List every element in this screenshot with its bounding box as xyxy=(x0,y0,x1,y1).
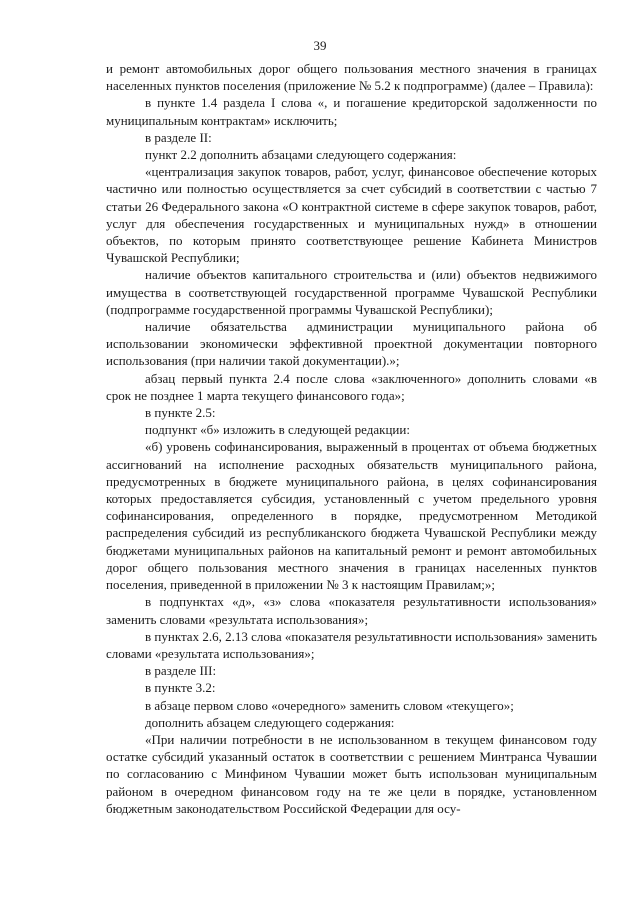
paragraph: абзац первый пункта 2.4 после слова «заключенного» дополнить словами «в срок не позднее 1 марта текущего финансового года»; xyxy=(106,370,597,403)
paragraph: в разделе II: xyxy=(145,129,212,145)
paragraph: пункт 2.2 дополнить абзацами следующего содержания: xyxy=(145,147,457,163)
paragraph: наличие объектов капитального строительства и (или) объектов недвижимого имущества в соответствующей государственной программе Чувашской Республики (подпрограмме государственной программы Чувашской Республики); xyxy=(106,267,597,317)
paragraph: наличие обязательства администрации муниципального района об использовании экономически эффективной проектной документации повторного использования (при наличии такой документации).»; xyxy=(106,319,597,369)
paragraph: в пункте 1.4 раздела I слова «, и погашение кредиторской задолженности по муниципальным контрактам» исключить; xyxy=(106,95,597,128)
paragraph: подпункт «б» изложить в следующей редакции: xyxy=(145,422,410,438)
paragraph: «При наличии потребности в не использованном в текущем финансовом году остатке субсидий указанный остаток в соответствии с решением Минтранса Чувашии по согласованию с Минфином Чувашии может быть использован муниципальным районом в очередном финансовом году на те же цели в порядке, установленном бюджетным законодательством Российской Федерации для осу- xyxy=(106,731,597,816)
document-body xyxy=(106,60,597,817)
paragraph: в пунктах 2.6, 2.13 слова «показателя результативности использования» заменить словами «результата использования»; xyxy=(106,628,597,661)
paragraph: в подпунктах «д», «з» слова «показателя результативности использования» заменить словами «результата использования»; xyxy=(106,594,597,627)
paragraph-continuation: и ремонт автомобильных дорог общего пользования местного значения в границах населенных пунктов поселения (приложение № 5.2 к подпрограмме) (далее – Правила): xyxy=(106,61,597,94)
paragraph: в пункте 2.5: xyxy=(145,405,216,421)
paragraph: «б) уровень софинансирования, выраженный в процентах от объема бюджетных ассигнований на исполнение расходных обязательств муниципального района, предусмотренных в бюджете муниципального района, в целях софинансирования которых предоставляется субсидия, установленный с учетом предельного уровня софинансирования, определенного в порядке, предусмотренном Методикой распределения субсидий из республиканского бюджета Чувашской Республики между бюджетами муниципальных районов на капитальный ремонт и ремонт автомобильных дорог общего пользования местного значения в границах населенных пунктов поселения, приведенной в приложении № 3 к настоящим Правилам;»; xyxy=(106,439,597,593)
paragraph: в абзаце первом слово «очередного» заменить словом «текущего»; xyxy=(145,697,514,713)
paragraph: в разделе III: xyxy=(145,663,217,679)
paragraph: «централизация закупок товаров, работ, услуг, финансовое обеспечение которых частично или полностью осуществляется за счет субсидий в соответствии с частью 7 статьи 26 Федерального закона «О контрактной системе в сфере закупок товаров, работ, услуг для обеспечения государственных и муниципальных нужд» в отношении объектов, по которым принято соответствующее решение Кабинета Министров Чувашской Республики; xyxy=(106,164,597,266)
paragraph: дополнить абзацем следующего содержания: xyxy=(145,714,395,730)
paragraph: в пункте 3.2: xyxy=(145,680,216,696)
page-number: 39 xyxy=(313,38,327,53)
